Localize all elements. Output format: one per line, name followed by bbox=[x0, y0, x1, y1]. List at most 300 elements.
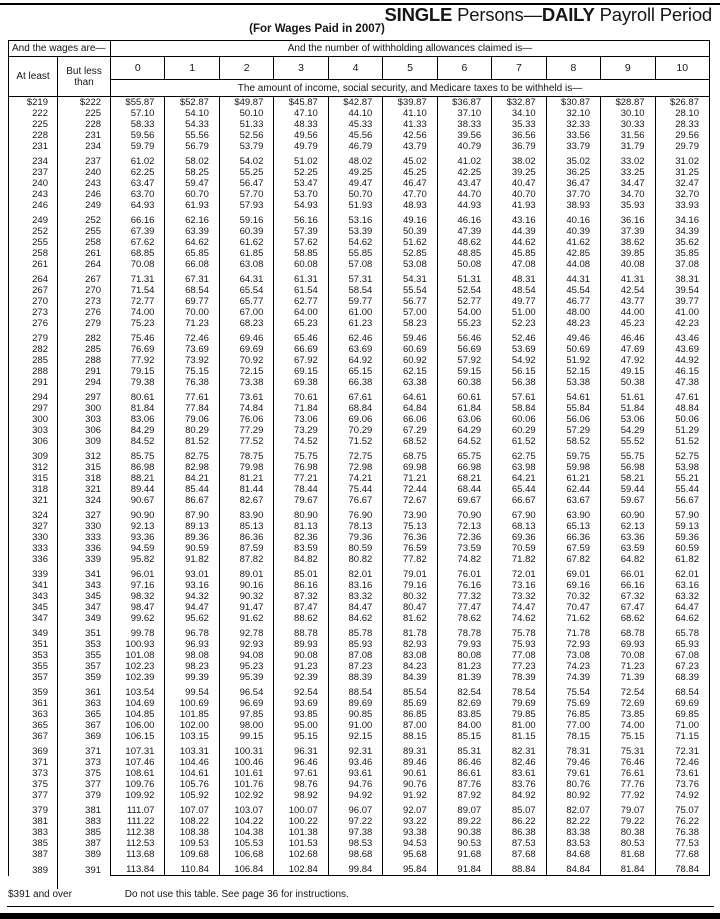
amount-cell: 75.75 bbox=[274, 447, 328, 462]
amount-cell: 33.02 bbox=[601, 152, 655, 167]
but-less-cell: 282 bbox=[58, 329, 111, 344]
table-row bbox=[9, 141, 710, 152]
amount-cell: 95.62 bbox=[165, 613, 219, 624]
amount-cell: 55.23 bbox=[437, 318, 491, 329]
amount-cell: 72.93 bbox=[546, 639, 600, 650]
at-least-header: At least bbox=[9, 57, 58, 97]
amount-cell: 69.98 bbox=[383, 462, 437, 473]
amount-cell: 69.16 bbox=[546, 580, 600, 591]
amount-cell: 83.76 bbox=[492, 779, 546, 790]
amount-cell: 53.06 bbox=[601, 414, 655, 425]
but-less-cell: 264 bbox=[58, 259, 111, 270]
table-row bbox=[9, 768, 710, 779]
but-less-cell: $222 bbox=[58, 97, 111, 109]
amount-cell: 62.25 bbox=[111, 167, 165, 178]
amount-cell: 82.31 bbox=[492, 742, 546, 757]
amount-cell: 68.23 bbox=[219, 318, 273, 329]
at-least-cell: 306 bbox=[9, 436, 58, 447]
amount-cell: 55.56 bbox=[165, 130, 219, 141]
amount-cell: 79.15 bbox=[111, 366, 165, 377]
amount-cell: 79.67 bbox=[274, 495, 328, 506]
amount-cell: 76.38 bbox=[655, 827, 709, 838]
amount-cell: 73.32 bbox=[492, 591, 546, 602]
amount-cell: 98.76 bbox=[274, 779, 328, 790]
at-least-cell: 355 bbox=[9, 661, 58, 672]
amount-cell: 46.77 bbox=[546, 296, 600, 307]
amount-cell: 75.07 bbox=[655, 801, 709, 816]
amount-cell: 41.93 bbox=[492, 200, 546, 211]
amount-cell: 90.67 bbox=[111, 495, 165, 506]
amount-cell: 79.36 bbox=[328, 532, 382, 543]
amount-cell: 106.00 bbox=[111, 720, 165, 731]
amount-cell: $55.87 bbox=[111, 97, 165, 109]
table-row bbox=[9, 307, 710, 318]
amount-cell: 41.00 bbox=[655, 307, 709, 318]
amount-cell: 57.90 bbox=[655, 506, 709, 521]
amount-cell: 44.93 bbox=[437, 200, 491, 211]
amount-cell: 73.61 bbox=[219, 388, 273, 403]
at-least-cell: 240 bbox=[9, 178, 58, 189]
amount-cell: 89.13 bbox=[165, 521, 219, 532]
amount-cell: 81.68 bbox=[601, 849, 655, 860]
but-less-cell: 246 bbox=[58, 189, 111, 200]
amount-cell: 56.67 bbox=[655, 495, 709, 506]
amount-cell: 89.36 bbox=[165, 532, 219, 543]
amount-cell: 59.75 bbox=[546, 447, 600, 462]
amount-cell: 60.70 bbox=[165, 189, 219, 200]
but-less-cell: 365 bbox=[58, 709, 111, 720]
amount-cell: 61.93 bbox=[165, 200, 219, 211]
at-least-cell: 327 bbox=[9, 521, 58, 532]
amount-cell: 75.15 bbox=[601, 731, 655, 742]
amount-cell: 57.62 bbox=[274, 237, 328, 248]
amount-cell: 52.15 bbox=[546, 366, 600, 377]
amount-cell: 34.47 bbox=[601, 178, 655, 189]
amount-cell: 69.85 bbox=[655, 709, 709, 720]
title-payroll-period: Payroll Period bbox=[594, 4, 712, 25]
amount-cell: 41.31 bbox=[601, 270, 655, 285]
at-least-cell: 361 bbox=[9, 698, 58, 709]
amount-cell: 66.08 bbox=[165, 259, 219, 270]
but-less-cell: 389 bbox=[58, 849, 111, 860]
at-least-cell: 276 bbox=[9, 318, 58, 329]
but-less-cell: 297 bbox=[58, 388, 111, 403]
amount-cell: 84.84 bbox=[546, 860, 600, 876]
amount-cell: 67.90 bbox=[492, 506, 546, 521]
table-row bbox=[9, 827, 710, 838]
amount-cell: 59.15 bbox=[437, 366, 491, 377]
amount-cell: 89.07 bbox=[437, 801, 491, 816]
amount-cell: 74.23 bbox=[546, 661, 600, 672]
amount-cell: 67.31 bbox=[165, 270, 219, 285]
amount-cell: 66.16 bbox=[601, 580, 655, 591]
but-less-cell: 291 bbox=[58, 366, 111, 377]
amount-cell: 104.61 bbox=[165, 768, 219, 779]
allowance-count-header: 7 bbox=[492, 57, 546, 80]
amount-cell: 81.62 bbox=[383, 613, 437, 624]
amount-cell: 60.59 bbox=[655, 543, 709, 554]
at-least-cell: 285 bbox=[9, 355, 58, 366]
but-less-cell: 303 bbox=[58, 414, 111, 425]
amount-cell: 86.98 bbox=[111, 462, 165, 473]
amount-cell: 34.16 bbox=[655, 211, 709, 226]
amount-cell: 91.84 bbox=[437, 860, 491, 876]
table-row bbox=[9, 296, 710, 307]
amount-cell: 83.61 bbox=[492, 768, 546, 779]
but-less-cell: 318 bbox=[58, 473, 111, 484]
amount-cell: 63.69 bbox=[328, 344, 382, 355]
amount-cell: 90.38 bbox=[437, 827, 491, 838]
amount-cell: 89.01 bbox=[219, 565, 273, 580]
amount-cell: 88.15 bbox=[383, 731, 437, 742]
amount-cell: $49.87 bbox=[219, 97, 273, 109]
amount-cell: 93.16 bbox=[165, 580, 219, 591]
but-less-cell: 279 bbox=[58, 318, 111, 329]
amount-cell: 58.84 bbox=[492, 403, 546, 414]
amount-cell: $45.87 bbox=[274, 97, 328, 109]
amount-cell: 77.53 bbox=[655, 838, 709, 849]
amount-cell: 34.39 bbox=[655, 226, 709, 237]
amount-cell: 63.32 bbox=[655, 591, 709, 602]
amount-cell: 70.59 bbox=[492, 543, 546, 554]
amount-cell: 61.02 bbox=[111, 152, 165, 167]
amount-cell: 91.68 bbox=[437, 849, 491, 860]
amount-cell: 55.75 bbox=[601, 447, 655, 462]
at-least-cell: 324 bbox=[9, 506, 58, 521]
amount-cell: 54.33 bbox=[165, 119, 219, 130]
amount-cell: 65.93 bbox=[655, 639, 709, 650]
amount-cell: 105.92 bbox=[165, 790, 219, 801]
amount-cell: 61.54 bbox=[274, 285, 328, 296]
amount-cell: 54.93 bbox=[274, 200, 328, 211]
amount-cell: 58.54 bbox=[328, 285, 382, 296]
table-row bbox=[9, 801, 710, 816]
amount-cell: 78.54 bbox=[492, 683, 546, 698]
amount-cell: 60.90 bbox=[601, 506, 655, 521]
amount-cell: 63.90 bbox=[546, 506, 600, 521]
amount-cell: 60.06 bbox=[492, 414, 546, 425]
amount-cell: 42.23 bbox=[655, 318, 709, 329]
at-least-cell: 357 bbox=[9, 672, 58, 683]
at-least-cell: 351 bbox=[9, 639, 58, 650]
amount-cell: 63.47 bbox=[111, 178, 165, 189]
but-less-cell: 375 bbox=[58, 768, 111, 779]
at-least-cell: 365 bbox=[9, 720, 58, 731]
table-row bbox=[9, 447, 710, 462]
amount-cell: 81.13 bbox=[274, 521, 328, 532]
amount-cell: 61.21 bbox=[546, 473, 600, 484]
amount-cell: 55.25 bbox=[219, 167, 273, 178]
amount-cell: 72.15 bbox=[219, 366, 273, 377]
amount-cell: 29.79 bbox=[655, 141, 709, 152]
but-less-cell: 267 bbox=[58, 270, 111, 285]
amount-cell: 39.54 bbox=[655, 285, 709, 296]
amount-cell: 49.16 bbox=[383, 211, 437, 226]
amount-cell: 68.13 bbox=[492, 521, 546, 532]
amount-cell: 88.39 bbox=[328, 672, 382, 683]
but-less-cell: 294 bbox=[58, 377, 111, 388]
amount-cell: 66.98 bbox=[437, 462, 491, 473]
amount-cell: 69.77 bbox=[165, 296, 219, 307]
table-row bbox=[9, 554, 710, 565]
amount-cell: 100.69 bbox=[165, 698, 219, 709]
at-least-cell: 347 bbox=[9, 613, 58, 624]
amount-cell: 66.06 bbox=[383, 414, 437, 425]
amount-cell: 82.07 bbox=[546, 801, 600, 816]
but-less-cell: 300 bbox=[58, 403, 111, 414]
amount-cell: 102.00 bbox=[165, 720, 219, 731]
amount-cell: 74.00 bbox=[111, 307, 165, 318]
but-less-cell: 343 bbox=[58, 580, 111, 591]
amount-cell: 69.69 bbox=[219, 344, 273, 355]
amount-cell: 90.08 bbox=[274, 650, 328, 661]
amount-cell: 99.54 bbox=[165, 683, 219, 698]
amount-cell: 95.39 bbox=[219, 672, 273, 683]
amount-cell: 81.84 bbox=[111, 403, 165, 414]
amount-cell: 77.23 bbox=[492, 661, 546, 672]
amount-cell: 56.98 bbox=[601, 462, 655, 473]
amount-cell: 70.61 bbox=[274, 388, 328, 403]
amount-cell: $36.87 bbox=[437, 97, 491, 109]
amount-cell: 75.44 bbox=[328, 484, 382, 495]
amount-cell: 49.47 bbox=[328, 178, 382, 189]
table-row bbox=[9, 318, 710, 329]
but-less-cell: 306 bbox=[58, 425, 111, 436]
title-single: SINGLE bbox=[384, 4, 453, 25]
but-less-cell: 363 bbox=[58, 698, 111, 709]
at-least-cell: 369 bbox=[9, 742, 58, 757]
amount-cell: 44.10 bbox=[328, 108, 382, 119]
table-row bbox=[9, 757, 710, 768]
amount-cell: 50.69 bbox=[546, 344, 600, 355]
amount-cell: 46.16 bbox=[437, 211, 491, 226]
amount-cell: 51.62 bbox=[383, 237, 437, 248]
amount-cell: 72.69 bbox=[601, 698, 655, 709]
amount-cell: 78.62 bbox=[437, 613, 491, 624]
amount-cell: 66.69 bbox=[274, 344, 328, 355]
amount-cell: 105.53 bbox=[219, 838, 273, 849]
amount-cell: 78.31 bbox=[546, 742, 600, 757]
at-least-cell: 258 bbox=[9, 248, 58, 259]
amount-cell: 78.84 bbox=[655, 860, 709, 876]
table-row bbox=[9, 849, 710, 860]
amount-cell: 87.32 bbox=[274, 591, 328, 602]
amount-cell: 91.00 bbox=[328, 720, 382, 731]
amount-cell: 53.08 bbox=[383, 259, 437, 270]
amount-cell: 83.53 bbox=[546, 838, 600, 849]
amount-cell: 76.16 bbox=[437, 580, 491, 591]
footer-note: Do not use this table. See page 36 for instructions. bbox=[124, 889, 349, 900]
but-less-cell: 321 bbox=[58, 484, 111, 495]
amount-cell: 87.90 bbox=[165, 506, 219, 521]
amount-cell: 108.38 bbox=[165, 827, 219, 838]
amount-cell: 98.53 bbox=[328, 838, 382, 849]
table-row bbox=[9, 532, 710, 543]
amount-cell: 56.06 bbox=[546, 414, 600, 425]
amount-cell: 80.53 bbox=[601, 838, 655, 849]
amount-cell: 67.47 bbox=[601, 602, 655, 613]
but-less-cell: 381 bbox=[58, 801, 111, 816]
but-less-cell: 288 bbox=[58, 355, 111, 366]
amount-cell: 63.16 bbox=[655, 580, 709, 591]
amount-cell: 101.85 bbox=[165, 709, 219, 720]
amount-cell: 106.15 bbox=[111, 731, 165, 742]
amount-cell: 79.61 bbox=[546, 768, 600, 779]
amount-cell: 70.92 bbox=[219, 355, 273, 366]
at-least-cell: 381 bbox=[9, 816, 58, 827]
amount-cell: 73.16 bbox=[492, 580, 546, 591]
amount-cell: 59.77 bbox=[328, 296, 382, 307]
amount-cell: 96.46 bbox=[274, 757, 328, 768]
but-less-cell: 359 bbox=[58, 672, 111, 683]
amount-cell: 71.23 bbox=[165, 318, 219, 329]
at-least-cell: 255 bbox=[9, 237, 58, 248]
amount-cell: 75.31 bbox=[601, 742, 655, 757]
amount-cell: 91.92 bbox=[383, 790, 437, 801]
amount-cell: 55.54 bbox=[383, 285, 437, 296]
amount-cell: 78.15 bbox=[546, 731, 600, 742]
at-least-cell: 225 bbox=[9, 119, 58, 130]
amount-cell: 92.78 bbox=[219, 624, 273, 639]
amount-cell: 41.10 bbox=[383, 108, 437, 119]
amount-cell: 54.62 bbox=[328, 237, 382, 248]
amount-cell: 109.92 bbox=[111, 790, 165, 801]
amount-cell: 58.52 bbox=[546, 436, 600, 447]
amount-cell: 57.70 bbox=[219, 189, 273, 200]
but-less-cell: 355 bbox=[58, 650, 111, 661]
amount-cell: 99.78 bbox=[111, 624, 165, 639]
amount-cell: 63.70 bbox=[111, 189, 165, 200]
but-less-cell: 249 bbox=[58, 200, 111, 211]
amount-cell: 62.46 bbox=[328, 329, 382, 344]
amount-cell: 83.06 bbox=[111, 414, 165, 425]
but-less-cell: 309 bbox=[58, 436, 111, 447]
amount-cell: 96.31 bbox=[274, 742, 328, 757]
but-less-header: But less than bbox=[58, 57, 111, 97]
amount-cell: 98.92 bbox=[274, 790, 328, 801]
amount-cell: 76.38 bbox=[165, 377, 219, 388]
table-row bbox=[9, 779, 710, 790]
amount-cell: $42.87 bbox=[328, 97, 382, 109]
amount-cell: 48.00 bbox=[546, 307, 600, 318]
footer-rule bbox=[7, 906, 714, 907]
amount-cell: 49.77 bbox=[492, 296, 546, 307]
amount-cell: 48.62 bbox=[437, 237, 491, 248]
table-row bbox=[9, 543, 710, 554]
but-less-cell: 261 bbox=[58, 248, 111, 259]
amount-cell: 94.76 bbox=[328, 779, 382, 790]
table-row bbox=[9, 521, 710, 532]
amount-cell: 37.10 bbox=[437, 108, 491, 119]
amount-cell: 79.85 bbox=[492, 709, 546, 720]
amount-cell: 58.23 bbox=[383, 318, 437, 329]
amount-cell: 85.07 bbox=[492, 801, 546, 816]
amount-cell: 54.02 bbox=[219, 152, 273, 167]
amount-cell: 82.75 bbox=[165, 447, 219, 462]
amount-cell: 52.46 bbox=[492, 329, 546, 344]
amount-cell: 65.54 bbox=[219, 285, 273, 296]
amount-cell: 62.75 bbox=[492, 447, 546, 462]
amount-cell: 97.61 bbox=[274, 768, 328, 779]
amount-cell: 35.62 bbox=[655, 237, 709, 248]
amount-cell: 92.31 bbox=[328, 742, 382, 757]
but-less-cell: 330 bbox=[58, 521, 111, 532]
amount-cell: 56.46 bbox=[437, 329, 491, 344]
amount-cell: 38.02 bbox=[492, 152, 546, 167]
at-least-cell: 297 bbox=[9, 403, 58, 414]
at-least-cell: 336 bbox=[9, 554, 58, 565]
amount-cell: $52.87 bbox=[165, 97, 219, 109]
amount-cell: 92.39 bbox=[274, 672, 328, 683]
amount-cell: 49.15 bbox=[601, 366, 655, 377]
amount-cell: 81.44 bbox=[219, 484, 273, 495]
amount-cell: 91.47 bbox=[219, 602, 273, 613]
at-least-cell: 379 bbox=[9, 801, 58, 816]
amount-cell: 88.54 bbox=[328, 683, 382, 698]
amount-cell: 76.22 bbox=[655, 816, 709, 827]
subtitle: (For Wages Paid in 2007) bbox=[249, 23, 385, 35]
amount-cell: 76.69 bbox=[111, 344, 165, 355]
allowance-count-header: 8 bbox=[546, 57, 600, 80]
amount-cell: 42.25 bbox=[437, 167, 491, 178]
amount-cell: 75.93 bbox=[492, 639, 546, 650]
but-less-cell: 387 bbox=[58, 838, 111, 849]
amount-cell: 39.85 bbox=[601, 248, 655, 259]
table-row bbox=[9, 248, 710, 259]
amount-cell: 35.85 bbox=[655, 248, 709, 259]
amount-cell: 68.85 bbox=[111, 248, 165, 259]
amount-cell: 105.76 bbox=[165, 779, 219, 790]
amount-cell: 81.78 bbox=[383, 624, 437, 639]
amount-cell: 73.61 bbox=[655, 768, 709, 779]
at-least-cell: 291 bbox=[9, 377, 58, 388]
amount-cell: 84.92 bbox=[492, 790, 546, 801]
amount-cell: 59.16 bbox=[219, 211, 273, 226]
amount-cell: 43.79 bbox=[383, 141, 437, 152]
amount-cell: 77.68 bbox=[655, 849, 709, 860]
amount-cell: $32.87 bbox=[492, 97, 546, 109]
amount-cell: 84.23 bbox=[383, 661, 437, 672]
amount-cell: 77.00 bbox=[546, 720, 600, 731]
amount-cell: 100.93 bbox=[111, 639, 165, 650]
amount-cell: 75.69 bbox=[546, 698, 600, 709]
amount-cell: 87.76 bbox=[437, 779, 491, 790]
amount-cell: 77.82 bbox=[383, 554, 437, 565]
amount-cell: 64.21 bbox=[492, 473, 546, 484]
amount-cell: 36.79 bbox=[492, 141, 546, 152]
amount-cell: 90.61 bbox=[383, 768, 437, 779]
amount-cell: 84.00 bbox=[437, 720, 491, 731]
amount-cell: 47.70 bbox=[383, 189, 437, 200]
amount-cell: 61.23 bbox=[328, 318, 382, 329]
amount-cell: 52.75 bbox=[655, 447, 709, 462]
at-least-cell: 303 bbox=[9, 425, 58, 436]
amount-cell: 52.56 bbox=[219, 130, 273, 141]
amount-cell: 75.78 bbox=[492, 624, 546, 639]
amount-cell: 52.25 bbox=[274, 167, 328, 178]
amount-cell: 65.78 bbox=[655, 624, 709, 639]
amount-cell: 68.54 bbox=[165, 285, 219, 296]
amount-cell: 29.56 bbox=[655, 130, 709, 141]
amount-cell: 64.47 bbox=[655, 602, 709, 613]
amount-cell: 33.93 bbox=[655, 200, 709, 211]
amount-cell: 59.13 bbox=[655, 521, 709, 532]
amount-cell: 58.21 bbox=[601, 473, 655, 484]
amount-cell: 91.62 bbox=[219, 613, 273, 624]
amount-cell: 65.15 bbox=[328, 366, 382, 377]
but-less-cell: 327 bbox=[58, 506, 111, 521]
amount-cell: 72.75 bbox=[328, 447, 382, 462]
